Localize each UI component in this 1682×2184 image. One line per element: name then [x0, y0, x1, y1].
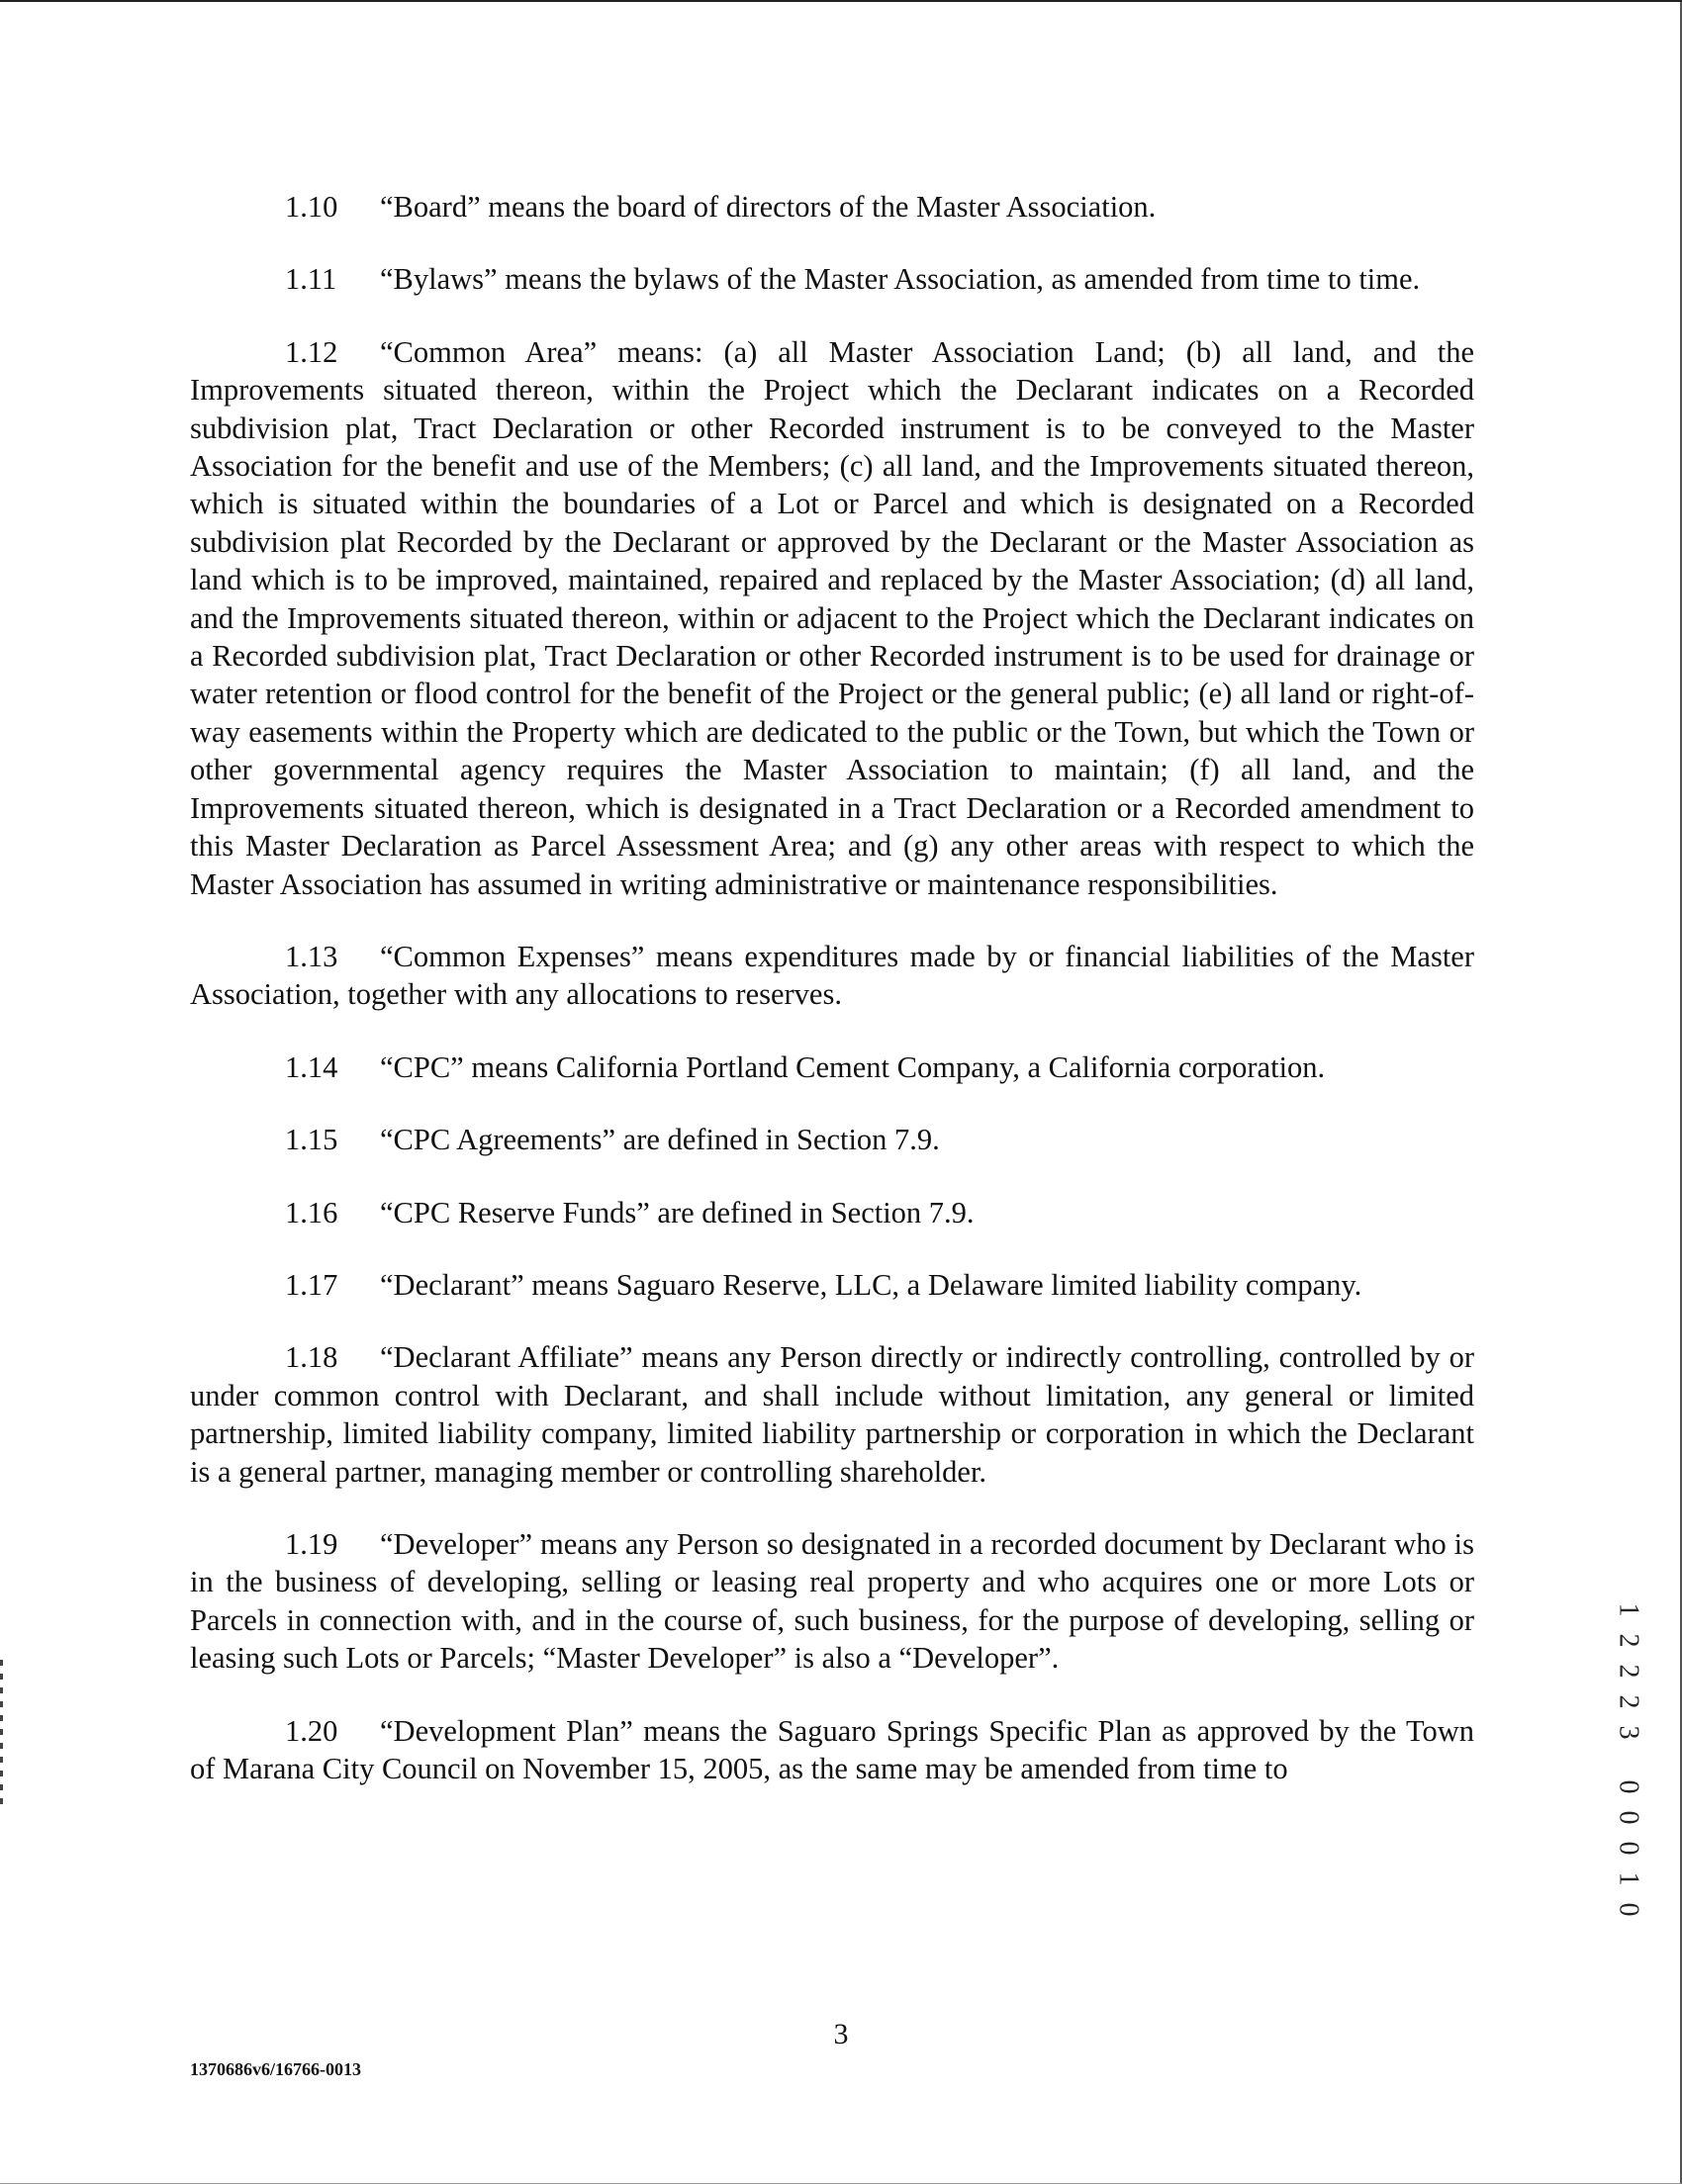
section-number: 1.18 — [285, 1340, 338, 1375]
paragraph-1-20 — [190, 1712, 1474, 1788]
page-number: 3 — [833, 2018, 849, 2050]
stamp-digit: 3 — [1613, 1725, 1644, 1740]
paragraph-1-17 — [190, 1266, 1474, 1304]
paragraph-1-15 — [190, 1121, 1474, 1158]
section-number: 1.17 — [285, 1267, 338, 1302]
section-number: 1.16 — [285, 1195, 338, 1229]
document-id: 1370686v6/16766-0013 — [190, 2059, 361, 2079]
left-margin-marks — [0, 1660, 3, 1808]
stamp-digit: 1 — [1613, 1602, 1644, 1617]
paragraph-1-11 — [190, 260, 1474, 298]
section-text: “CPC Agreements” are defined in Section 7.9. — [380, 1123, 940, 1157]
paragraph-1-16 — [190, 1194, 1474, 1231]
stamp-digit: 0 — [1613, 1779, 1644, 1794]
stamp-digit: 1 — [1613, 1871, 1644, 1886]
section-text: “CPC” means California Portland Cement Company, a California corporation. — [380, 1049, 1326, 1084]
paragraph-1-13 — [190, 938, 1474, 1014]
paragraph-1-12 — [190, 333, 1474, 903]
paragraph-1-18 — [190, 1338, 1474, 1491]
section-number: 1.14 — [285, 1049, 338, 1084]
paragraph-1-14 — [190, 1048, 1474, 1086]
paragraph-1-19 — [190, 1525, 1474, 1678]
section-number: 1.19 — [285, 1526, 338, 1561]
section-number: 1.11 — [285, 262, 337, 297]
section-text: “Developer” means any Person so designated in a recorded document by Declarant who is in the business of developing, selling or leasing real property and who acquires one or more Lots or Parcels in connection with, and in the course of, such business, for the purpose of developing, selling or leasing such Lots or Parcels; “Master Developer” is also a “Developer”. — [190, 1526, 1474, 1676]
section-number: 1.15 — [285, 1123, 338, 1157]
section-text: “Common Expenses” means expenditures made by or financial liabilities of the Master Association, together with any allocations to reserves. — [190, 939, 1474, 1012]
section-number: 1.20 — [285, 1713, 338, 1748]
section-number: 1.10 — [285, 190, 338, 224]
paragraph-1-10 — [190, 188, 1474, 226]
section-number: 1.12 — [285, 334, 338, 369]
section-text: “Common Area” means: (a) all Master Association Land; (b) all land, and the Improvements situated thereon, within the Project which the Declarant indicates on a Recorded subdivision plat, Tract Declaration or other Recorded instrument is to be conveyed to the Master Association for the benefit and use of the Members; (c) all land, and the Improvements situated thereon, which is situated within the boundaries of a Lot or Parcel and which is designated on a Recorded subdivision plat Recorded by the Declarant or approved by the Declarant or the Master Association as land which is to be improved, maintained, repaired and replaced by the Master Association; (d) all land, and the Improvements situated thereon, within or adjacent to the Project which the Declarant indicates on a Recorded subdivision plat, Tract Declaration or other Recorded instrument is to be used for drainage or water retention or flood control for the benefit of the Project or the general public; (e) all land or right-of-way easements within the Property which are dedicated to the public or the Town, but which the Town or other governmental agency requires the Master Association to maintain; (f) all land, and the Improvements situated thereon, which is designated in a Tract Declaration or a Recorded amendment to this Master Declaration as Parcel Assessment Area; and (g) any other areas with respect to which the Master Association has assumed in writing administrative or maintenance responsibilities. — [190, 334, 1474, 901]
section-text: “Development Plan” means the Saguaro Springs Specific Plan as approved by the Town of Marana City Council on November 15, 2005, as the same may be amended from time to — [190, 1713, 1474, 1785]
stamp-digit: 0 — [1613, 1902, 1644, 1917]
section-text: “Declarant” means Saguaro Reserve, LLC, a Delaware limited liability company. — [380, 1267, 1362, 1302]
stamp-digit: 0 — [1613, 1841, 1644, 1856]
stamp-digit: 2 — [1613, 1664, 1644, 1679]
section-number: 1.13 — [285, 939, 338, 973]
stamp-digit: 0 — [1613, 1810, 1644, 1825]
document-body — [190, 188, 1474, 1822]
recording-stamp — [1605, 1594, 1652, 1925]
stamp-digit: 2 — [1613, 1694, 1644, 1709]
section-text: “Declarant Affiliate” means any Person directly or indirectly controlling, controlled by or under common control with Declarant, and shall include without limitation, any general or limited partnership, limited liability company, limited liability partnership or corporation in which the Declarant is a general partner, managing member or controlling shareholder. — [190, 1340, 1474, 1489]
section-text: “Bylaws” means the bylaws of the Master Association, as amended from time to time. — [380, 262, 1421, 297]
stamp-digit: 2 — [1613, 1633, 1644, 1648]
section-text: “CPC Reserve Funds” are defined in Section 7.9. — [380, 1195, 975, 1229]
section-text: “Board” means the board of directors of the Master Association. — [380, 190, 1157, 224]
